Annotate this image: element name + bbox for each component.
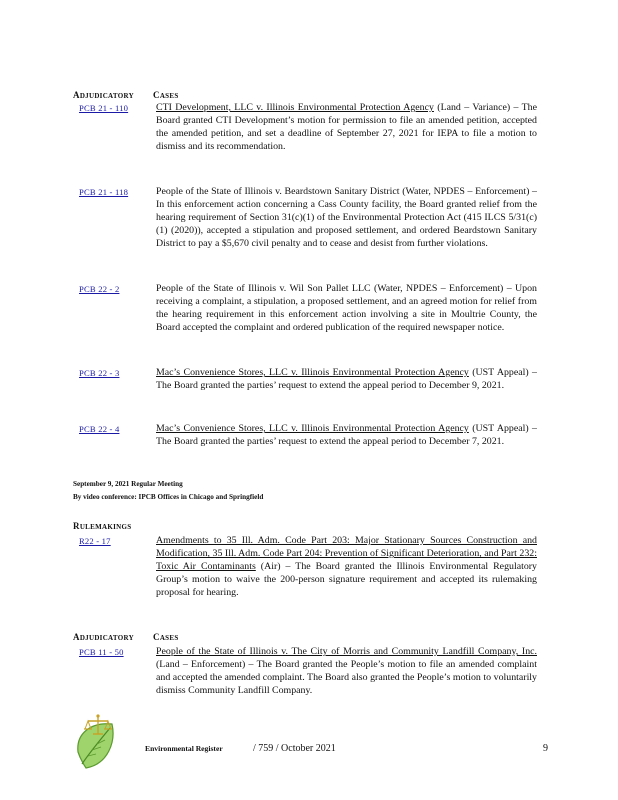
page-number: 9	[543, 743, 548, 754]
case-link[interactable]: PCB 21 - 118	[79, 187, 129, 197]
meeting-location: By video conference: IPCB Offices in Chicago and Springfield	[73, 493, 264, 501]
section-heading-cases: CASES	[153, 632, 179, 642]
footer-issue: / 759 / October 2021	[253, 743, 336, 754]
case-link[interactable]: R22 - 17	[79, 536, 111, 546]
meeting-date: September 9, 2021 Regular Meeting	[73, 480, 183, 488]
case-entry: Mac’s Convenience Stores, LLC v. Illinois Environmental Protection Agency (UST Appeal) – The Board granted the parties’ request to extend the appeal period to December 7, 2021.	[156, 423, 537, 448]
case-link[interactable]: PCB 22 - 3	[79, 368, 120, 378]
section-heading-adjudicatory: ADJUDICATORY	[73, 632, 134, 642]
case-entry: People of the State of Illinois v. Beardstown Sanitary District (Water, NPDES – Enforcement) – In this enforcement action concerning a Cass County facility, the Board granted relief from the hearing requirement of Section 31(c)(1) of the Environmental Protection Act (415 ILCS 5/31(c)(1) (2020)), accepted a stipulation and proposed settlement, and ordered Beardstown Sanitary District to pay a $5,670 civil penalty and to cease and desist from further violations.	[156, 186, 537, 250]
footer-title: Environmental Register	[145, 744, 223, 753]
case-entry: Mac’s Convenience Stores, LLC v. Illinois Environmental Protection Agency (UST Appeal) – The Board granted the parties’ request to extend the appeal period to December 9, 2021.	[156, 367, 537, 392]
case-entry: People of the State of Illinois v. The City of Morris and Community Landfill Company, Inc. (Land – Enforcement) – The Board granted the People’s motion to file an amended complaint and accepted the amended complaint. The Board also granted the People’s motion to voluntarily dismiss Community Landfill Company.	[156, 646, 537, 697]
rulemaking-entry: Amendments to 35 Ill. Adm. Code Part 203: Major Stationary Sources Construction and Modification, 35 Ill. Adm. Code Part 204: Prevention of Significant Deterioration, and Part 232: Toxic Air Contaminants (Air) – The Board granted the Illinois Environmental Regulatory Group’s motion to waive the 200-person signature requirement and accepted its rulemaking proposal for hearing.	[156, 535, 537, 599]
leaf-scales-logo-icon	[72, 712, 122, 772]
case-link[interactable]: PCB 21 - 110	[79, 103, 129, 113]
case-link[interactable]: PCB 22 - 2	[79, 284, 120, 294]
case-entry: CTI Development, LLC v. Illinois Environmental Protection Agency (Land – Variance) – The Board granted CTI Development’s motion for permission to file an amended petition, accepted the amended petition, and set a deadline of September 27, 2021 for IEPA to file a motion to dismiss and its recommendation.	[156, 102, 537, 153]
section-heading-adjudicatory: ADJUDICATORY	[73, 90, 134, 100]
case-link[interactable]: PCB 22 - 4	[79, 424, 120, 434]
meeting-heading	[73, 478, 263, 504]
case-link[interactable]: PCB 11 - 50	[79, 647, 124, 657]
section-heading-rulemakings: RULEMAKINGS	[73, 521, 132, 531]
section-heading-cases: CASES	[153, 90, 179, 100]
case-entry: People of the State of Illinois v. Wil Son Pallet LLC (Water, NPDES – Enforcement) – Upon receiving a complaint, a stipulation, a proposed settlement, and an agreed motion for relief from the hearing requirement in this enforcement action involving a site in Moultrie County, the Board accepted the complaint and ordered publication of the required newspaper notice.	[156, 283, 537, 334]
